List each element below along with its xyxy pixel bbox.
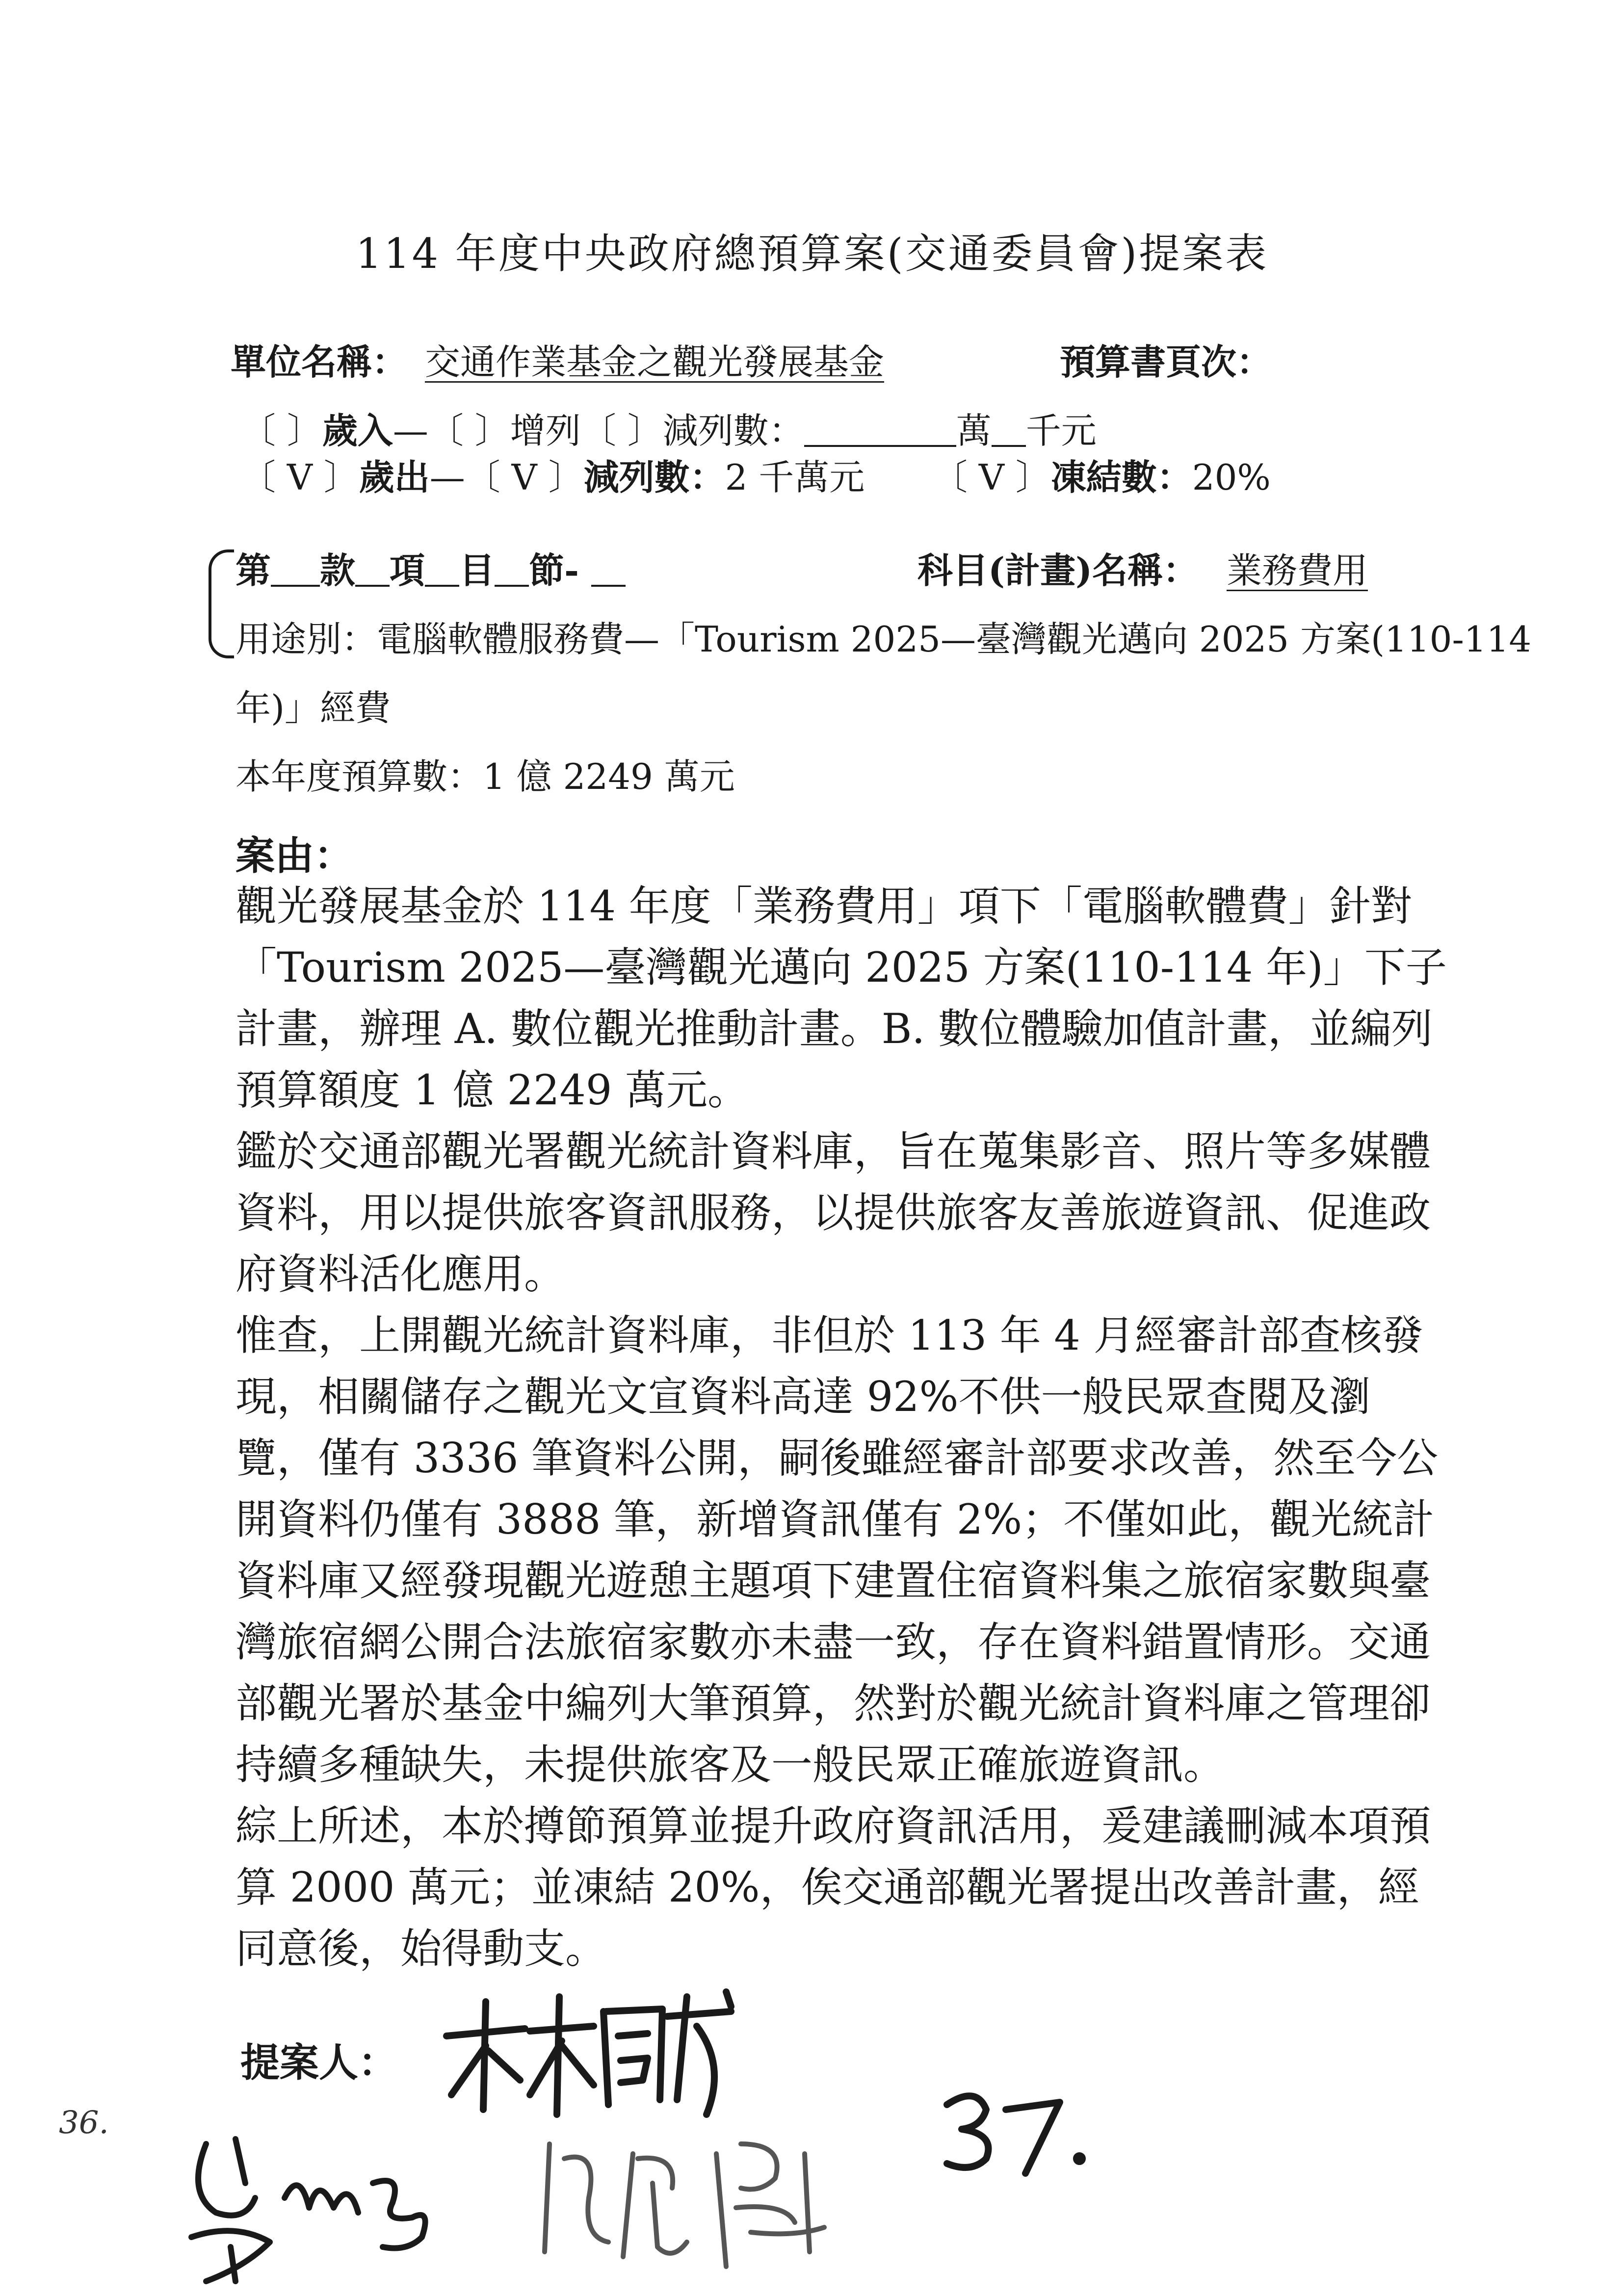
income-dash: — [393, 410, 428, 451]
reason-paragraph-4: 綜上所述，本於撙節預算並提升政府資訊活用，爰建議刪減本項預算 2000 萬元；並凍結 20%，俟交通部觀光署提出改善計畫，經同意後，始得動支。 [236, 1802, 1431, 1973]
handwritten-mark-37 [932, 2080, 1109, 2178]
budget-amount: 本年度預算數：1 億 2249 萬元 [236, 756, 735, 797]
expense-decrease-label: 減列數： [583, 456, 725, 498]
subject-label: 科目(計畫)名稱： [917, 549, 1199, 591]
increase-check: 〔 〕 [428, 410, 510, 451]
subject-value: 業務費用 [1227, 550, 1368, 591]
co-signature-2 [530, 2124, 873, 2281]
freeze-label: 凍結數： [1050, 456, 1192, 498]
jie-value-blank [591, 555, 626, 587]
section-row [236, 542, 626, 593]
jie-label: 節- [529, 549, 579, 591]
expense-label: 歲出 [359, 456, 430, 498]
income-label: 歲入 [322, 410, 393, 451]
purpose-line-2: 年)」經費 [236, 687, 391, 729]
reason-body [236, 876, 1452, 1980]
reason-paragraph-1: 觀光發展基金於 114 年度「業務費用」項下「電腦軟體費」針對「Tourism 2025—臺灣觀光邁向 2025 方案(110-114 年)」下子計畫，辦理 A. 數位觀光推動計畫。B. 數位體驗加值計畫，並編列預算額度 1 億 2249 萬元。 [236, 882, 1447, 1114]
decrease-label: 減列數： [662, 410, 804, 451]
budget-page-label: 預算書頁次： [1060, 341, 1272, 383]
qian-unit: 千元 [1025, 410, 1097, 451]
expense-check: 〔 V 〕 [240, 457, 359, 498]
unit-name: 交通作業基金之觀光發展基金 [425, 341, 885, 383]
income-row [240, 402, 1097, 453]
reason-heading: 案由： [236, 833, 353, 879]
purpose-line-1: 用途別：電腦軟體服務費—「Tourism 2025—臺灣觀光邁向 2025 方案(110-114 [236, 619, 1532, 660]
freeze-value: 20% [1192, 457, 1271, 498]
xiang-label: 項 [390, 549, 425, 591]
form-title: 114 年度中央政府總預算案(交通委員會)提案表 [355, 230, 1269, 278]
freeze-check: 〔 V 〕 [932, 457, 1051, 498]
decrease-check: 〔 〕 [580, 410, 663, 451]
freeze-group [932, 449, 1271, 500]
expense-row [240, 449, 864, 500]
reason-paragraph-3: 惟查，上開觀光統計資料庫，非但於 113 年 4 月經審計部查核發現，相關儲存之觀光文宣資料高達 92%不供一般民眾查閱及瀏覽，僅有 3336 筆資料公開，嗣後雖經審計部要求改善，然至今公開資料仍僅有 3888 筆，新增資訊僅有 2%；不僅如此，觀光統計資料庫又經發現觀光遊憩主題項下建置住宿資料集之旅宿家數與臺灣旅宿網公開合法旅宿家數亦未盡一致，存在資料錯置情形。交通部觀光署於基金中編列大筆預算，然對於觀光統計資料庫之管理卻持續多種缺失，未提供旅客及一般民眾正確旅遊資訊。 [236, 1311, 1439, 1789]
expense-decrease-value: 2 千萬元 [725, 457, 865, 498]
expense-dash: — [429, 457, 465, 498]
kuan-label: 款 [320, 549, 356, 591]
di-label: 第 [236, 549, 271, 591]
co-signature-1 [177, 2124, 451, 2291]
jie-blank [495, 555, 529, 587]
expense-decrease-check: 〔 V 〕 [465, 457, 584, 498]
proposer-label: 提案人： [240, 2039, 397, 2086]
unit-label: 單位名稱： [231, 341, 408, 383]
kuan-blank [271, 555, 320, 587]
qian-blank [992, 416, 1026, 447]
income-check: 〔 〕 [240, 410, 322, 451]
xiang-blank [355, 555, 390, 587]
wan-blank [804, 416, 956, 447]
signature-main [432, 1982, 746, 2129]
mu-blank [425, 555, 459, 587]
reason-paragraph-2: 鑑於交通部觀光署觀光統計資料庫，旨在蒐集影音、照片等多媒體資料，用以提供旅客資訊服務，以提供旅客友善旅遊資訊、促進政府資料活化應用。 [236, 1127, 1431, 1298]
wan-unit: 萬 [956, 410, 992, 451]
mu-label: 目 [459, 549, 495, 591]
section-brace [209, 549, 234, 658]
margin-mark-36: 36. [59, 2105, 109, 2141]
increase-label: 增列 [510, 410, 581, 451]
